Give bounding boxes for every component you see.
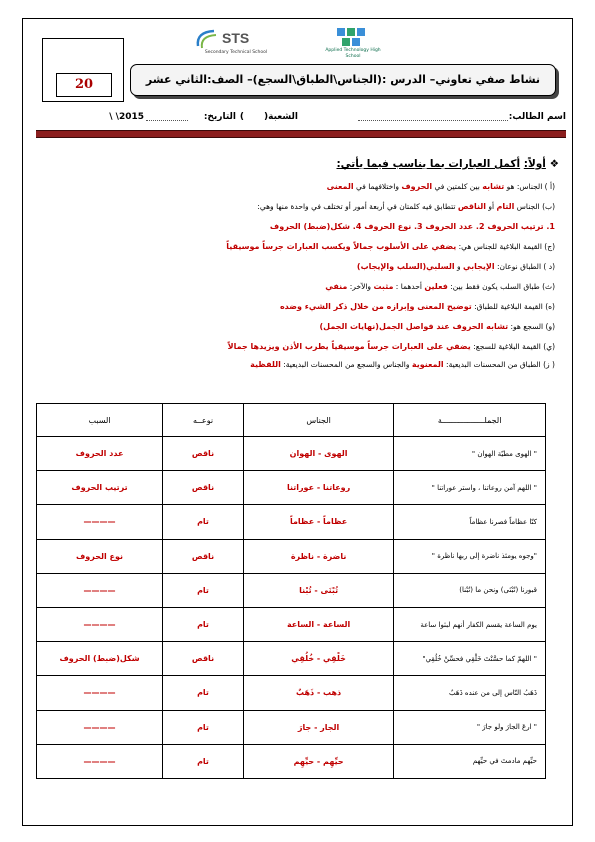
answer-text: اللفظية <box>250 360 281 369</box>
question-line <box>257 202 555 211</box>
sentence-cell: " اللهم آمن روعاتنا ، واستر عوراتنا " <box>394 471 546 505</box>
table-row <box>37 642 546 676</box>
type-cell: تام <box>163 710 244 744</box>
question-line <box>327 182 555 191</box>
reason-cell: ترتيب الحروف <box>37 471 163 505</box>
question-text: (ه) القيمة البلاغية للطباق: <box>474 302 555 311</box>
question-line <box>357 262 555 271</box>
date-label: التاريخ: <box>203 112 236 122</box>
question-text: والجناس والسجع من المحسنات البديعية: <box>283 360 410 369</box>
type-cell: تام <box>163 505 244 539</box>
reason-cell: نوع الحروف <box>37 539 163 573</box>
table-row <box>37 539 546 573</box>
answer-text: يضفي على العبارات جرساً موسيقياً يطرب الأذن ويزيدها جمالاً <box>227 342 471 351</box>
jinas-cell: روعاتنا - عوراتنا <box>243 471 393 505</box>
table-row <box>37 744 546 778</box>
answer-text: تشابه <box>482 182 505 191</box>
separator-bar <box>36 130 566 138</box>
section-title <box>336 158 559 170</box>
sentence-cell: "وجوه يومئذ ناضرة إلى ربها ناظرة " <box>394 539 546 573</box>
question-text: (ي) القيمة البلاغية للسجع: <box>473 342 555 351</box>
sentence-cell: كنّا عظاماً فصرنا عظاماً <box>394 505 546 539</box>
section-instruction: أكمل العبارات بما يناسب فيما يأتي: <box>336 158 521 170</box>
question-line <box>250 360 555 369</box>
table-row <box>37 573 546 607</box>
jinas-cell: الهوى - الهوان <box>243 437 393 471</box>
jinas-cell: عظاماً - عظاماً <box>243 505 393 539</box>
score-value: 20 <box>56 73 112 97</box>
question-text: أحدهما : <box>395 282 422 291</box>
header-sentence: الجملــــــــــــــــــة <box>394 404 546 437</box>
lesson-title: نشاط صفي تعاوني– الدرس :(الجناس\الطباق\السجع)– الصف:الثاني عشر <box>130 64 556 96</box>
jinas-cell: تُبْنَى - تُبْنا <box>243 573 393 607</box>
answer-text: المعنوية <box>411 360 444 369</box>
sts-logo-text: STS <box>222 30 250 46</box>
table-row <box>37 437 546 471</box>
sentence-cell: " اللهمّ كما حسَّنْتَ خَلْقِي فحسِّنْ خُلُقِي" <box>394 642 546 676</box>
type-cell: ناقص <box>163 539 244 573</box>
question-text: (أ ) الجناس: هو <box>506 182 555 191</box>
table-row <box>37 505 546 539</box>
type-cell: تام <box>163 607 244 641</box>
question-line <box>228 342 555 351</box>
answer-text: الناقص <box>457 202 486 211</box>
type-cell: ناقص <box>163 642 244 676</box>
question-text: (ب) الجناس <box>516 202 555 211</box>
reason-cell: ———— <box>37 573 163 607</box>
date-value: 2015\ \ <box>109 112 144 122</box>
reason-cell: ———— <box>37 607 163 641</box>
type-cell: ناقص <box>163 437 244 471</box>
jinas-table <box>36 403 546 779</box>
question-text: (و) السجع هو: <box>510 322 555 331</box>
sentence-cell: قبورنا (تُبْنَى) ونحن ما (تُبْنا) <box>394 573 546 607</box>
sentence-cell: " ارعَ الجارَ ولو جارَ " <box>394 710 546 744</box>
reason-cell: ———— <box>37 710 163 744</box>
reason-cell: ———— <box>37 505 163 539</box>
header-reason: السبب <box>37 404 163 437</box>
question-text: (د ) الطباق نوعان: <box>497 262 555 271</box>
athsch-logo-subtitle: Applied Technology High School <box>325 48 381 59</box>
question-line <box>226 242 555 251</box>
answer-text: 1. ترتيب الحروف 2. عدد الحروف 3. نوع الحروف 4. شكل(ضبط) الحروف <box>269 222 555 231</box>
table-row <box>37 710 546 744</box>
type-cell: تام <box>163 744 244 778</box>
question-text: و <box>457 262 461 271</box>
question-text: تتطابق فيه كلمتان في أربعة أمور أو تختلف في واحدة منها وهي: <box>257 202 456 211</box>
type-cell: تام <box>163 573 244 607</box>
header-type: نوعــه <box>163 404 244 437</box>
answer-text: التام <box>496 202 515 211</box>
question-line <box>320 322 555 331</box>
question-line <box>325 282 555 291</box>
question-line <box>270 222 555 231</box>
reason-cell: ———— <box>37 676 163 710</box>
question-text: واختلافهما في <box>356 182 399 191</box>
jinas-cell: ذهب - ذَهَبٌ <box>243 676 393 710</box>
student-name-label: اسم الطالب: <box>508 112 566 122</box>
table-row <box>37 676 546 710</box>
answer-text: مثبت <box>373 282 394 291</box>
reason-cell: ———— <box>37 744 163 778</box>
table-row <box>37 607 546 641</box>
section-close: ) <box>239 112 244 122</box>
answer-text: الإيجابي <box>463 262 495 271</box>
question-text: (ج) القيمة البلاغية للجناس هي: <box>458 242 555 251</box>
answer-text: المعنى <box>326 182 354 191</box>
answer-text: منفي <box>325 282 348 291</box>
diamond-bullet-icon: ❖ <box>549 158 559 170</box>
sentence-cell: ذَهَبُ النّاس إلى من عنده ذَهَبٌ <box>394 676 546 710</box>
sts-logo-subtitle: Secondary Technical School <box>204 50 268 55</box>
sts-logo <box>192 26 282 52</box>
question-text: بين كلمتين في <box>434 182 480 191</box>
answer-text: السلبي(السلب والإيجاب) <box>356 262 455 271</box>
table-row <box>37 471 546 505</box>
answer-text: توضيح المعنى وإبرازه من خلال ذكر الشيء وضده <box>279 302 472 311</box>
type-cell: ناقص <box>163 471 244 505</box>
question-text: أو <box>488 202 495 211</box>
reason-cell: شكل(ضبط) الحروف <box>37 642 163 676</box>
table-header-row <box>37 404 546 437</box>
jinas-cell: الساعة - الساعة <box>243 607 393 641</box>
jinas-cell: ناضرة - ناظرة <box>243 539 393 573</box>
student-name-field[interactable] <box>358 112 508 121</box>
type-cell: تام <box>163 676 244 710</box>
section-label: الشعبة( <box>264 112 298 122</box>
jinas-cell: الجار - جارَ <box>243 710 393 744</box>
answer-text: تشابه الحروف عند فواصل الجمل(نهايات الجمل) <box>319 322 509 331</box>
jinas-cell: حيِّهِم - حيِّهِم <box>243 744 393 778</box>
jinas-cell: خَلْقِي - خُلُقِي <box>243 642 393 676</box>
answer-text: يضفي على الأسلوب جمالاً ويكسب العبارات جرساً موسيقياً <box>226 242 457 251</box>
header-jinas: الجناس <box>243 404 393 437</box>
question-text: والآخر: <box>349 282 372 291</box>
question-text: (ث) طباق السلب يكون فقط بين: <box>450 282 555 291</box>
athsch-logo-icon <box>333 26 369 48</box>
date-field[interactable] <box>146 112 188 121</box>
student-info-line <box>60 112 566 126</box>
question-text: ( ز) الطباق من المحسنات البديعية: <box>446 360 555 369</box>
sentence-cell: " الهوى مطيّة الهوان " <box>394 437 546 471</box>
sentence-cell: حيِّهم مادمتَ في حيِّهم <box>394 744 546 778</box>
answer-text: الحروف <box>401 182 433 191</box>
reason-cell: عدد الحروف <box>37 437 163 471</box>
answer-text: فعلين <box>424 282 448 291</box>
section-number: أولاً: <box>523 158 546 170</box>
question-line <box>280 302 555 311</box>
sentence-cell: يوم الساعة يقسم الكفار أنهم لبثوا ساعة <box>394 607 546 641</box>
